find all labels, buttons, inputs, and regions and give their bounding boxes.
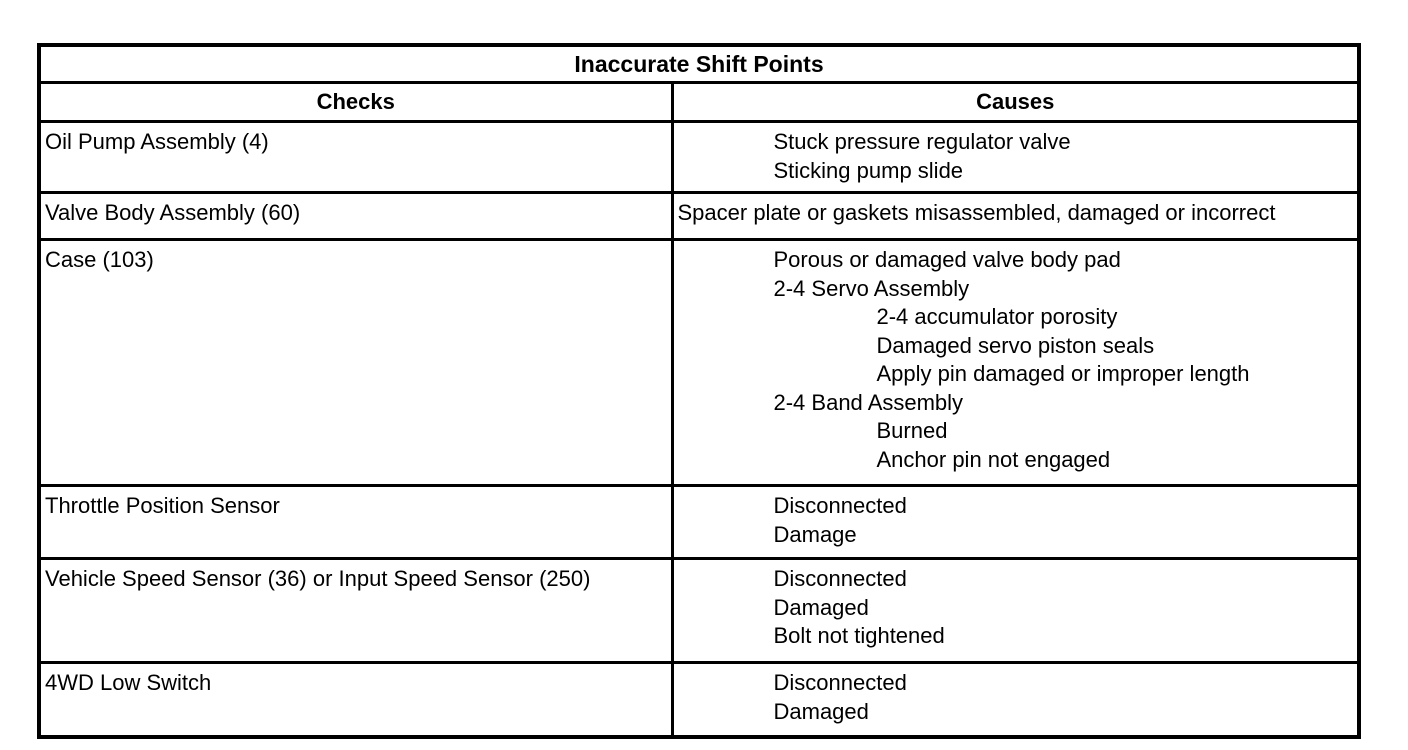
title-row: [39, 45, 1359, 83]
table-body: [39, 122, 1359, 738]
check-cell: Throttle Position Sensor: [39, 486, 672, 559]
table-row: [39, 122, 1359, 193]
cause-line: Stuck pressure regulator valve: [773, 129, 1071, 154]
cause-line: Disconnected: [773, 566, 907, 591]
cause-line: Apply pin damaged or improper length: [876, 361, 1250, 386]
causes-cell: [672, 663, 1359, 738]
check-cell: 4WD Low Switch: [39, 663, 672, 738]
table-row: [39, 559, 1359, 663]
cause-line: Damage: [773, 521, 857, 547]
column-header-row: [39, 83, 1359, 122]
cause-line: 2-4 accumulator porosity: [876, 304, 1118, 329]
causes-cell: [672, 486, 1359, 559]
causes-cell: [672, 122, 1359, 193]
cause-line: 2-4 Servo Assembly: [773, 275, 970, 301]
cause-line: Disconnected: [773, 493, 907, 518]
check-cell: Vehicle Speed Sensor (36) or Input Speed Sensor (250): [39, 559, 672, 663]
cause-line: Spacer plate or gaskets misassembled, damaged or incorrect: [677, 200, 1276, 225]
cause-line: Anchor pin not engaged: [876, 446, 1111, 472]
cause-line: Damaged servo piston seals: [876, 332, 1155, 358]
cause-line: Bolt not tightened: [773, 623, 945, 648]
check-cell: Oil Pump Assembly (4): [39, 122, 672, 193]
cause-line: Damaged: [773, 594, 869, 620]
table-row: [39, 486, 1359, 559]
table-row: [39, 663, 1359, 738]
cause-line: Burned: [876, 418, 948, 443]
cause-line: Damaged: [773, 698, 869, 724]
table-row: [39, 240, 1359, 486]
cause-line: Porous or damaged valve body pad: [773, 247, 1121, 272]
table-title: Inaccurate Shift Points: [39, 45, 1359, 83]
inaccurate-shift-points-table: [37, 43, 1361, 739]
check-cell: Valve Body Assembly (60): [39, 193, 672, 240]
column-header-causes: Causes: [672, 83, 1359, 122]
cause-line: Sticking pump slide: [773, 157, 964, 183]
causes-cell: [672, 193, 1359, 240]
check-cell: Case (103): [39, 240, 672, 486]
cause-line: Disconnected: [773, 670, 907, 695]
causes-cell: [672, 240, 1359, 486]
causes-cell: [672, 559, 1359, 663]
table-row: [39, 193, 1359, 240]
cause-line: 2-4 Band Assembly: [773, 389, 964, 415]
column-header-checks: Checks: [39, 83, 672, 122]
